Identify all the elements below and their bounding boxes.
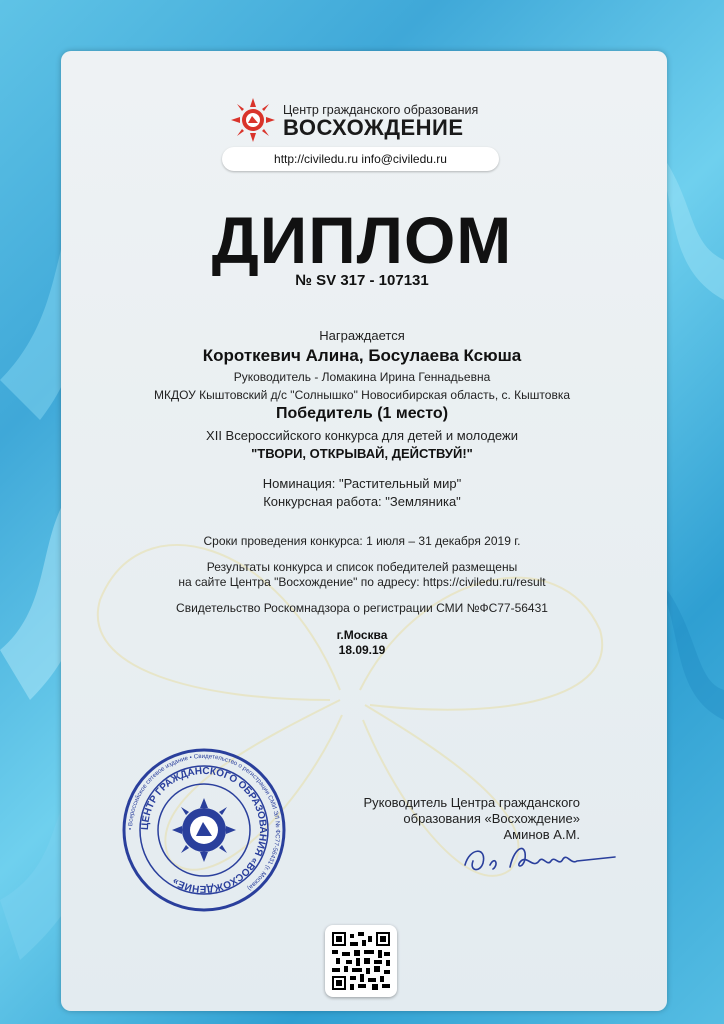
signatory-name: Аминов А.М. [503,827,580,842]
diploma-title: ДИПЛОМ [211,203,513,277]
org-name: ВОСХОЖДЕНИЕ [283,115,464,140]
supervisor-line: Руководитель - Ломакина Ирина Геннадьевна [233,370,491,384]
place-line: Победитель (1 место) [275,405,449,422]
signatory-title-2: образования «Восхождение» [403,811,580,826]
recipient-names: Короткевич Алина, Босулаева Ксюша [202,346,522,365]
qr-code [325,925,397,997]
seal-inner-text: ЦЕНТР ГРАЖДАНСКОГО ОБРАЗОВАНИЯ «ВОСХОЖДЕНИЕ» [139,765,269,895]
diploma-number: № SV 317 - 107131 [295,272,429,289]
handwritten-signature [455,835,625,885]
results-line-2: на сайте Центра "Восхождение" по адресу: https://civiledu.ru/result [178,575,546,589]
contest-line: XII Всероссийского конкурса для детей и молодежи [206,428,518,443]
contest-name: "ТВОРИ, ОТКРЫВАЙ, ДЕЙСТВУЙ!" [251,446,473,461]
contacts-bar: http://civiledu.ru info@civiledu.ru [222,147,499,171]
awarded-label: Награждается [319,328,405,343]
sunburst-logo-icon [231,98,275,142]
work-line: Конкурсная работа: "Земляника" [263,494,461,509]
org-subtitle: Центр гражданского образования [283,103,479,117]
results-line-1: Результаты конкурса и список победителей размещены [206,560,518,574]
registration-line: Свидетельство Роскомнадзора о регистрации СМИ №ФС77-56431 [176,601,548,615]
seal-outer-text: • Всероссийское сетевое издание • Свидетельство о регистрации СМИ ЭЛ № ФС77-56431 (г. Москва) [126,752,282,892]
nomination-line: Номинация: "Растительный мир" [262,476,462,491]
official-seal [122,748,286,912]
institution-line: МКДОУ Кыштовский д/с "Солнышко" Новосибирская область, с. Кыштовка [153,388,571,402]
dates-line: Сроки проведения конкурса: 1 июля – 31 декабря 2019 г. [203,534,521,548]
signatory-title-1: Руководитель Центра гражданского [363,795,580,810]
city-line: г.Москва [336,628,388,642]
date-line: 18.09.19 [338,643,386,657]
qr-code-icon [332,932,390,990]
